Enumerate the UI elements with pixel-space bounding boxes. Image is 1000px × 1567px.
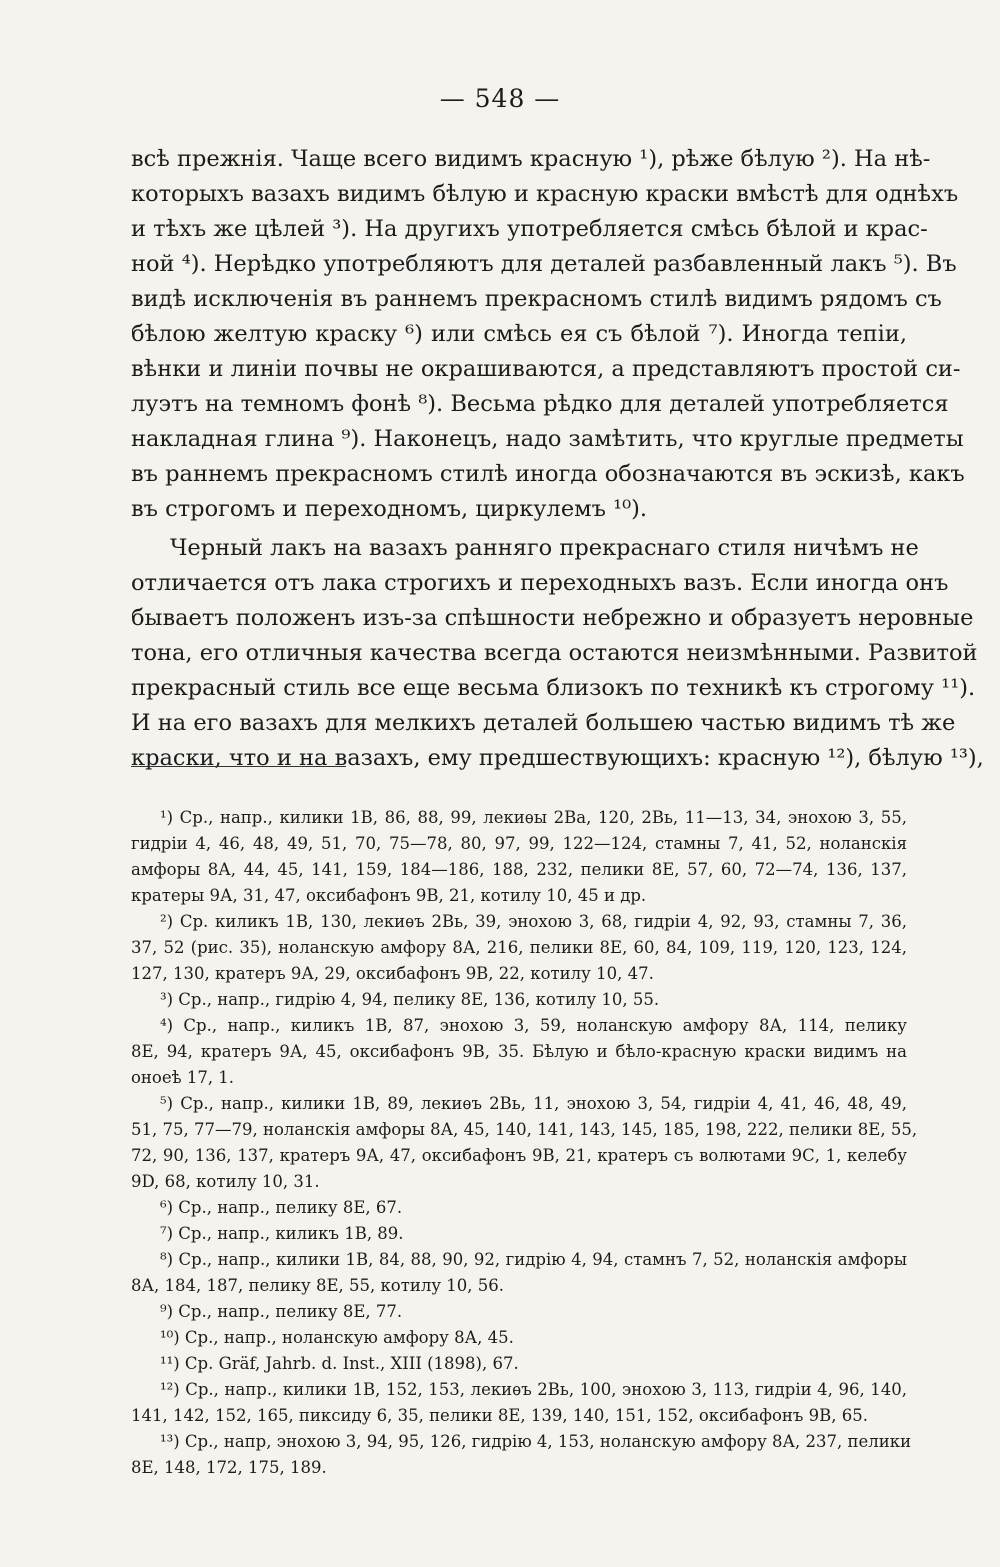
body-line: И на его вазахъ для мелкихъ деталей большею частью видимъ тѣ же <box>131 710 956 736</box>
footnote-line: кратеры 9А, 31, 47, оксибафонъ 9В, 21, котилу 10, 45 и др. <box>131 886 647 905</box>
footnote-line: ¹³) Ср., напр, энохою 3, 94, 95, 126, гидрію 4, 153, ноланскую амфору 8А, 237, пелики <box>160 1432 912 1451</box>
footnote-line: ⁶) Ср., напр., пелику 8Е, 67. <box>160 1198 403 1217</box>
body-line: бѣлою желтую краску ⁶) или смѣсь ея съ бѣлой ⁷). Иногда тепіи, <box>131 321 907 347</box>
footnote-line: 37, 52 (рис. 35), ноланскую амфору 8А, 216, пелики 8Е, 60, 84, 109, 119, 120, 123, 124, <box>131 938 907 957</box>
footnote-line: 72, 90, 136, 137, кратеръ 9А, 47, оксибафонъ 9В, 21, кратеръ съ волютами 9С, 1, келебу <box>131 1146 907 1165</box>
body-line: отличается отъ лака строгихъ и переходныхъ вазъ. Если иногда онъ <box>131 570 949 596</box>
body-line: вѣнки и линіи почвы не окрашиваются, а представляютъ простой си- <box>131 356 961 382</box>
footnote-line: ⁵) Ср., напр., килики 1В, 89, лекиѳъ 2Вь, 11, энохою 3, 54, гидріи 4, 41, 46, 48, 49, <box>160 1094 907 1113</box>
body-line: бываетъ положенъ изъ-за спѣшности небрежно и образуетъ неровные <box>131 605 974 631</box>
body-line: накладная глина ⁹). Наконецъ, надо замѣтить, что круглые предметы <box>131 426 964 452</box>
body-line: въ строгомъ и переходномъ, циркулемъ ¹⁰). <box>131 496 648 522</box>
footnote-line: 127, 130, кратеръ 9А, 29, оксибафонъ 9В, 22, котилу 10, 47. <box>131 964 654 983</box>
footnote-line: ²) Ср. киликъ 1В, 130, лекиѳъ 2Вь, 39, энохою 3, 68, гидріи 4, 92, 93, стамны 7, 36, <box>160 912 907 931</box>
footnote-line: ¹¹) Ср. Gräf, Jahrb. d. Inst., XIII (1898), 67. <box>160 1354 519 1373</box>
footnote-line: оноеѣ 17, 1. <box>131 1068 235 1087</box>
body-line: луэтъ на темномъ фонѣ ⁸). Весьма рѣдко для деталей употребляется <box>131 391 949 417</box>
footnote-line: ¹) Ср., напр., килики 1В, 86, 88, 99, лекиѳы 2Ва, 120, 2Вь, 11—13, 34, энохою 3, 55, <box>160 808 907 827</box>
footnote-line: гидріи 4, 46, 48, 49, 51, 70, 75—78, 80, 97, 99, 122—124, стамны 7, 41, 52, ноланскія <box>131 834 907 853</box>
footnote-line: 8Е, 148, 172, 175, 189. <box>131 1458 327 1477</box>
body-line: прекрасный стиль все еще весьма близокъ по техникѣ къ строгому ¹¹). <box>131 675 976 701</box>
footnote-separator-rule <box>131 766 346 767</box>
body-line: ной ⁴). Нерѣдко употребляютъ для деталей разбавленный лакъ ⁵). Въ <box>131 251 957 277</box>
footnote-line: 9D, 68, котилу 10, 31. <box>131 1172 320 1191</box>
footnote-line: амфоры 8А, 44, 45, 141, 159, 184—186, 188, 232, пелики 8Е, 57, 60, 72—74, 136, 137, <box>131 860 907 879</box>
footnote-line: ¹²) Ср., напр., килики 1В, 152, 153, лекиѳъ 2Вь, 100, энохою 3, 113, гидріи 4, 96, 140, <box>160 1380 907 1399</box>
footnote-line: ⁸) Ср., напр., килики 1В, 84, 88, 90, 92, гидрію 4, 94, стамнъ 7, 52, ноланскія амфоры <box>160 1250 907 1269</box>
body-line: всѣ прежнія. Чаще всего видимъ красную ¹), рѣже бѣлую ²). На нѣ- <box>131 146 931 172</box>
footnote-line: ³) Ср., напр., гидрію 4, 94, пелику 8Е, 136, котилу 10, 55. <box>160 990 660 1009</box>
body-line: и тѣхъ же цѣлей ³). На другихъ употребляется смѣсь бѣлой и крас- <box>131 216 928 242</box>
footnote-line: 8Е, 94, кратеръ 9А, 45, оксибафонъ 9В, 35. Бѣлую и бѣло-красную краски видимъ на <box>131 1042 907 1061</box>
body-line: Черный лакъ на вазахъ ранняго прекраснаго стиля ничѣмъ не <box>170 535 919 561</box>
footnote-line: 51, 75, 77—79, ноланскія амфоры 8А, 45, 140, 141, 143, 145, 185, 198, 222, пелики 8Е, 55, <box>131 1120 918 1139</box>
page-number: — 548 — <box>439 84 561 113</box>
footnote-line: 141, 142, 152, 165, пиксиду 6, 35, пелики 8Е, 139, 140, 151, 152, оксибафонъ 9В, 65. <box>131 1406 869 1425</box>
footnote-line: ⁴) Ср., напр., киликъ 1В, 87, энохою 3, 59, ноланскую амфору 8А, 114, пелику <box>160 1016 907 1035</box>
footnote-line: ¹⁰) Ср., напр., ноланскую амфору 8А, 45. <box>160 1328 514 1347</box>
body-line: краски, что и на вазахъ, ему предшествующихъ: красную ¹²), бѣлую ¹³), <box>131 745 984 771</box>
body-line: тона, его отличныя качества всегда остаются неизмѣнными. Развитой <box>131 640 978 666</box>
footnote-line: 8А, 184, 187, пелику 8Е, 55, котилу 10, 56. <box>131 1276 505 1295</box>
body-line: которыхъ вазахъ видимъ бѣлую и красную краски вмѣстѣ для однѣхъ <box>131 181 959 207</box>
body-line: въ раннемъ прекрасномъ стилѣ иногда обозначаются въ эскизѣ, какъ <box>131 461 965 487</box>
body-line: видѣ исключенія въ раннемъ прекрасномъ стилѣ видимъ рядомъ съ <box>131 286 942 312</box>
footnote-line: ⁹) Ср., напр., пелику 8Е, 77. <box>160 1302 403 1321</box>
footnote-line: ⁷) Ср., напр., киликъ 1В, 89. <box>160 1224 404 1243</box>
